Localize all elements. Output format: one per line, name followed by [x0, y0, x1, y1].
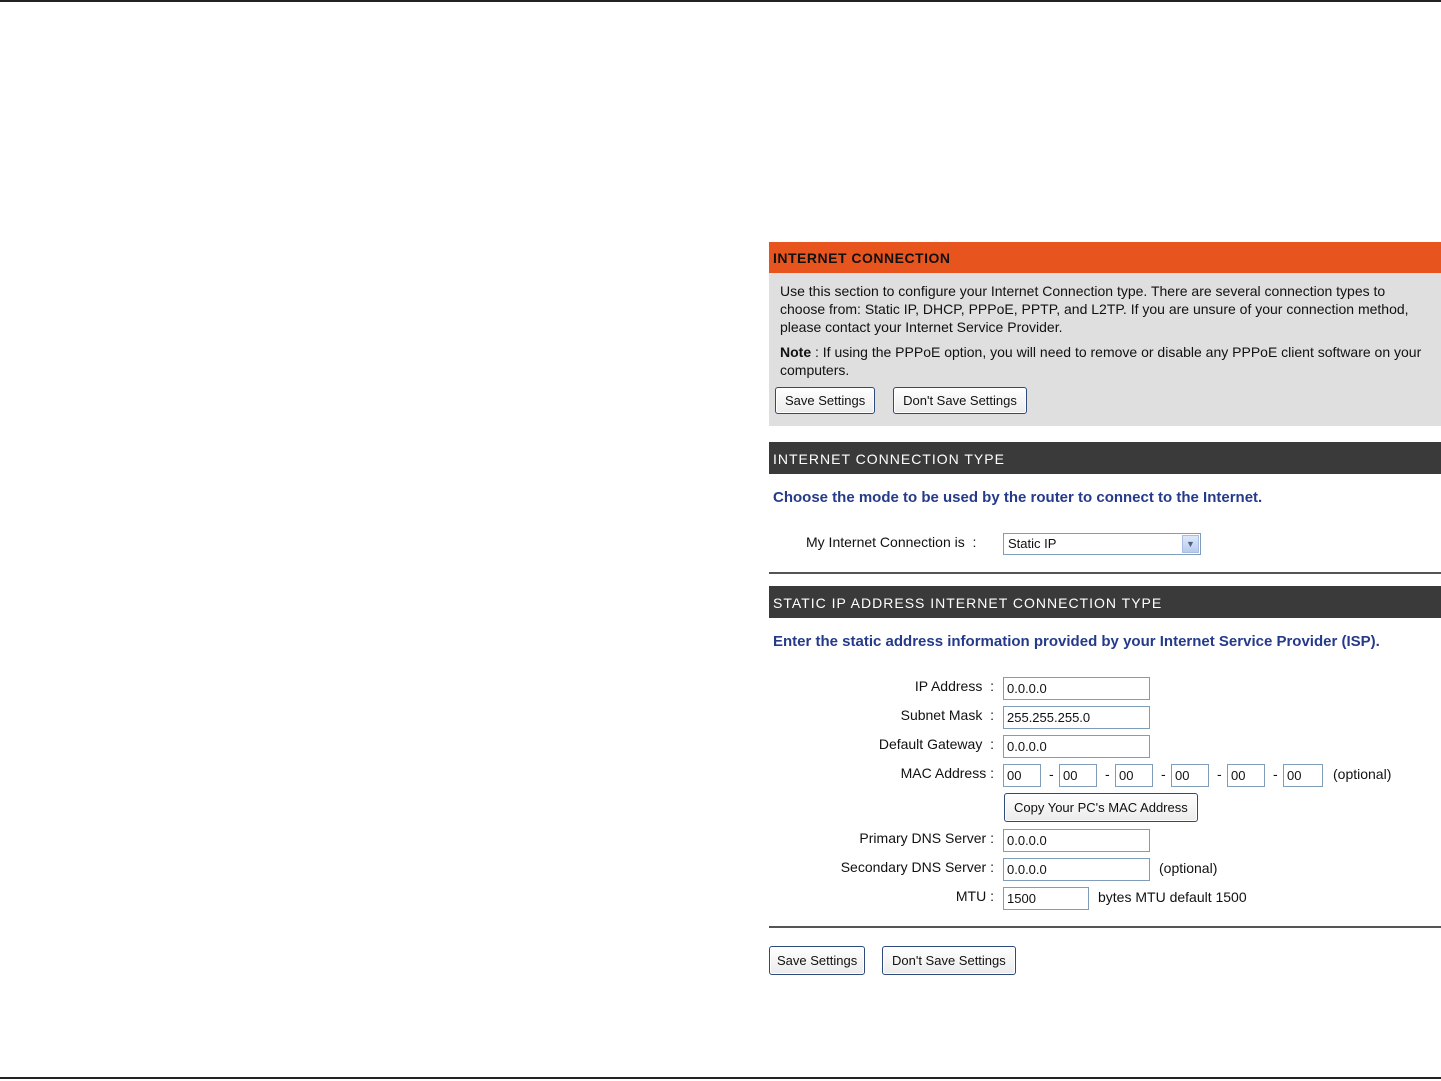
subnet-mask-label: Subnet Mask : — [900, 707, 994, 723]
default-gateway-input[interactable]: 0.0.0.0 — [1003, 735, 1150, 758]
ip-address-label: IP Address : — [914, 678, 994, 694]
connection-type-header: INTERNET CONNECTION TYPE — [769, 442, 1441, 474]
mtu-input[interactable]: 1500 — [1003, 887, 1089, 910]
save-settings-button-bottom[interactable]: Save Settings — [769, 946, 865, 975]
dont-save-settings-button-top[interactable]: Don't Save Settings — [893, 387, 1027, 414]
mtu-default-note: bytes MTU default 1500 — [1098, 889, 1247, 905]
save-settings-button-top[interactable]: Save Settings — [775, 387, 875, 414]
static-ip-intro: Enter the static address information provided by your Internet Service Provider (ISP). — [773, 633, 1380, 650]
primary-dns-input[interactable]: 0.0.0.0 — [1003, 829, 1150, 852]
top-page-rule — [0, 0, 1441, 2]
mac-dash: - — [1105, 766, 1110, 782]
bottom-page-rule — [0, 1077, 1441, 1079]
mac-octet-2[interactable]: 00 — [1059, 764, 1097, 787]
connection-mode-select[interactable] — [1003, 533, 1201, 555]
primary-dns-label: Primary DNS Server : — [859, 830, 994, 846]
static-ip-header: STATIC IP ADDRESS INTERNET CONNECTION TYPE — [769, 586, 1441, 618]
secondary-dns-input[interactable]: 0.0.0.0 — [1003, 858, 1150, 881]
connection-type-intro: Choose the mode to be used by the router to connect to the Internet. — [773, 489, 1263, 506]
note-text: : If using the PPPoE option, you will need to remove or disable any PPPoE client software on your computers. — [780, 344, 1422, 378]
mac-address-label: MAC Address : — [900, 765, 994, 781]
connection-mode-label: My Internet Connection is : — [806, 534, 977, 550]
mac-optional-text: (optional) — [1333, 766, 1392, 782]
mac-dash: - — [1161, 766, 1166, 782]
chevron-down-icon[interactable]: ▼ — [1182, 535, 1199, 553]
internet-connection-header: INTERNET CONNECTION — [769, 242, 1441, 273]
intro-description: Use this section to configure your Internet Connection type. There are several connection types to choose from: Static IP, DHCP, PPPoE, PPTP, and L2TP. If you are unsure of your connection method, please contact your Internet Service Provider. — [780, 283, 1409, 335]
subnet-mask-input[interactable]: 255.255.255.0 — [1003, 706, 1150, 729]
mac-octet-6[interactable]: 00 — [1283, 764, 1323, 787]
mac-octet-3[interactable]: 00 — [1115, 764, 1153, 787]
mac-dash: - — [1273, 766, 1278, 782]
intro-note — [780, 343, 1429, 379]
dont-save-settings-button-bottom[interactable]: Don't Save Settings — [882, 946, 1016, 975]
top-button-row — [775, 387, 1041, 414]
mac-dash: - — [1049, 766, 1054, 782]
mac-octet-4[interactable]: 00 — [1171, 764, 1209, 787]
secondary-dns-optional-text: (optional) — [1159, 860, 1218, 876]
mtu-label: MTU : — [955, 888, 994, 904]
ip-address-input[interactable]: 0.0.0.0 — [1003, 677, 1150, 700]
copy-mac-address-button[interactable]: Copy Your PC's MAC Address — [1004, 793, 1198, 822]
internet-connection-intro-box — [769, 273, 1441, 426]
secondary-dns-label: Secondary DNS Server : — [840, 859, 994, 875]
section-separator-2 — [769, 926, 1441, 928]
mac-octet-5[interactable]: 00 — [1227, 764, 1265, 787]
mac-dash: - — [1217, 766, 1222, 782]
section-separator-1 — [769, 572, 1441, 574]
connection-mode-value: Static IP — [1008, 536, 1057, 551]
note-label: Note — [780, 344, 812, 360]
default-gateway-label: Default Gateway : — [878, 736, 994, 752]
mac-octet-1[interactable]: 00 — [1003, 764, 1041, 787]
